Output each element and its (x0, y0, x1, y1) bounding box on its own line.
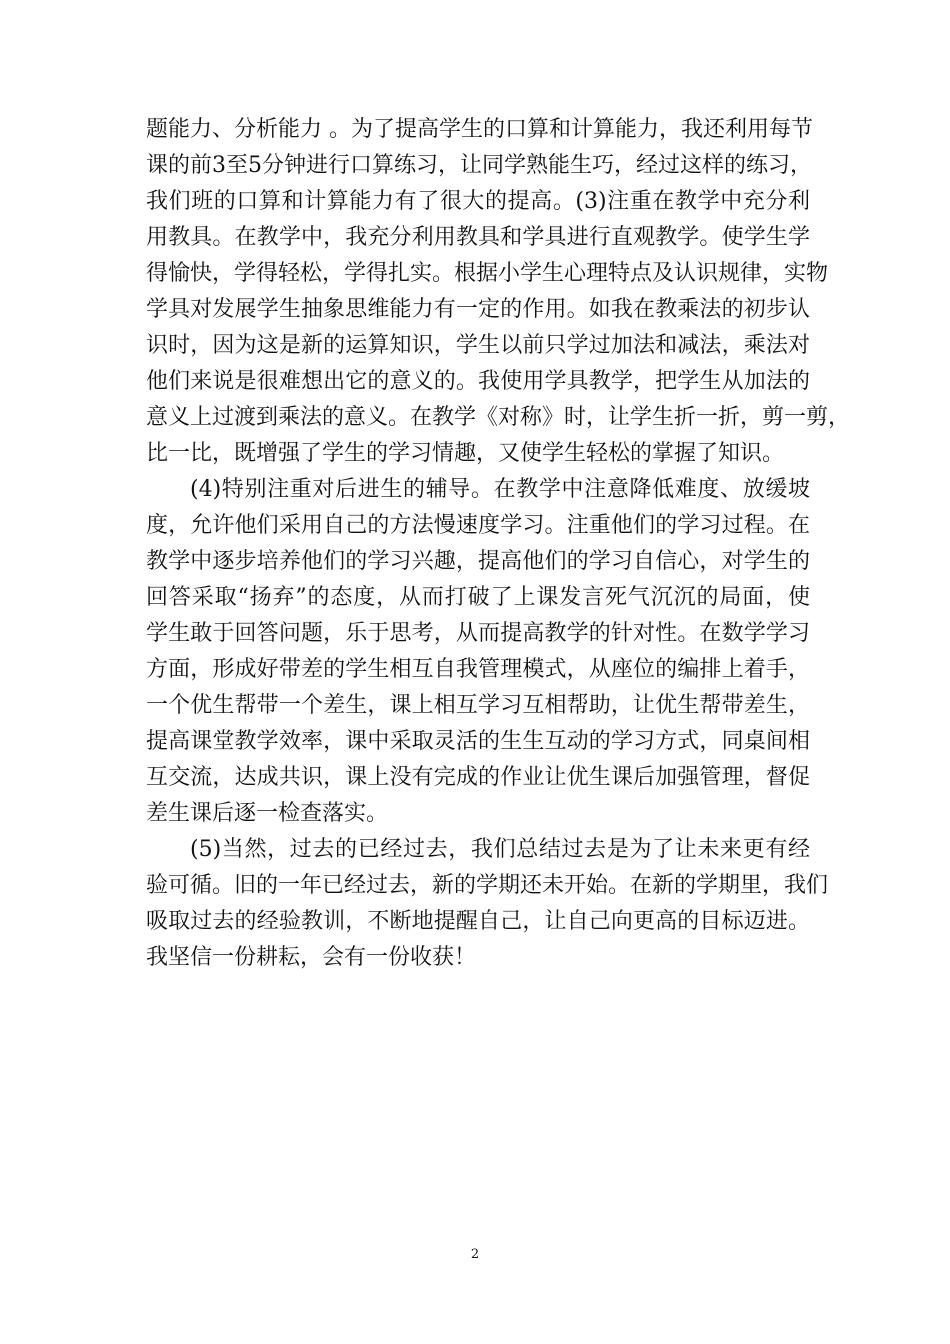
text-line: 他们来说是很难想出它的意义的。我使用学具教学，把学生从加法的 (146, 369, 810, 394)
text-line: 比一比，既增强了学生的学习情趣，又使学生轻松的掌握了知识。 (146, 441, 785, 466)
document-body (146, 112, 851, 976)
text-line: 提高课堂教学效率，课中采取灵活的生生互动的学习方式，同桌间相 (146, 729, 810, 754)
paragraph-5-start: (5)当然，过去的已经过去，我们总结过去是为了让未来更有经 (190, 837, 810, 862)
text-line: 我坚信一份耕耘，会有一份收获！ (146, 945, 477, 970)
text-line: 学具对发展学生抽象思维能力有一定的作用。如我在教乘法的初步认 (146, 297, 810, 322)
text-line: 度，允许他们采用自己的方法慢速度学习。注重他们的学习过程。在 (146, 513, 810, 538)
text-line: 识时，因为这是新的运算知识，学生以前只学过加法和减法，乘法对 (146, 333, 810, 358)
text-line: 验可循。旧的一年已经过去，新的学期还未开始。在新的学期里，我们 (146, 873, 829, 898)
text-line: 课的前3至5分钟进行口算练习，让同学熟能生巧，经过这样的练习， (146, 153, 812, 178)
text-line: 吸取过去的经验教训，不断地提醒自己，让自己向更高的目标迈进。 (146, 909, 810, 934)
text-line: 一个优生帮带一个差生，课上相互学习互相帮助，让优生帮带差生， (146, 693, 810, 718)
text-line: 题能力、分析能力 。为了提高学生的口算和计算能力，我还利用每节 (146, 117, 813, 142)
text-line: 差生课后逐一检查落实。 (146, 801, 389, 826)
text-line: 回答采取“扬弃”的态度，从而打破了上课发言死气沉沉的局面，使 (146, 585, 810, 610)
text-line: 意义上过渡到乘法的意义。在教学《对称》时，让学生折一折，剪一剪， (146, 405, 851, 430)
text-line: 方面，形成好带差的学生相互自我管理模式，从座位的编排上着手， (146, 657, 810, 682)
text-line: 用教具。在教学中，我充分利用教具和学具进行直观教学。使学生学 (146, 225, 810, 250)
text-line: 教学中逐步培养他们的学习兴趣，提高他们的学习自信心，对学生的 (146, 549, 810, 574)
paragraph-4-start: (4)特别注重对后进生的辅导。在教学中注意降低难度、放缓坡 (190, 477, 810, 502)
text-line: 得愉快，学得轻松，学得扎实。根据小学生心理特点及认识规律，实物 (146, 261, 829, 286)
text-line: 互交流，达成共识，课上没有完成的作业让优生课后加强管理，督促 (146, 765, 810, 790)
text-line: 学生敢于回答问题，乐于思考，从而提高教学的针对性。在数学学习 (146, 621, 810, 646)
text-line: 我们班的口算和计算能力有了很大的提高。(3)注重在教学中充分利 (146, 189, 810, 214)
page-number: 2 (470, 1247, 480, 1262)
